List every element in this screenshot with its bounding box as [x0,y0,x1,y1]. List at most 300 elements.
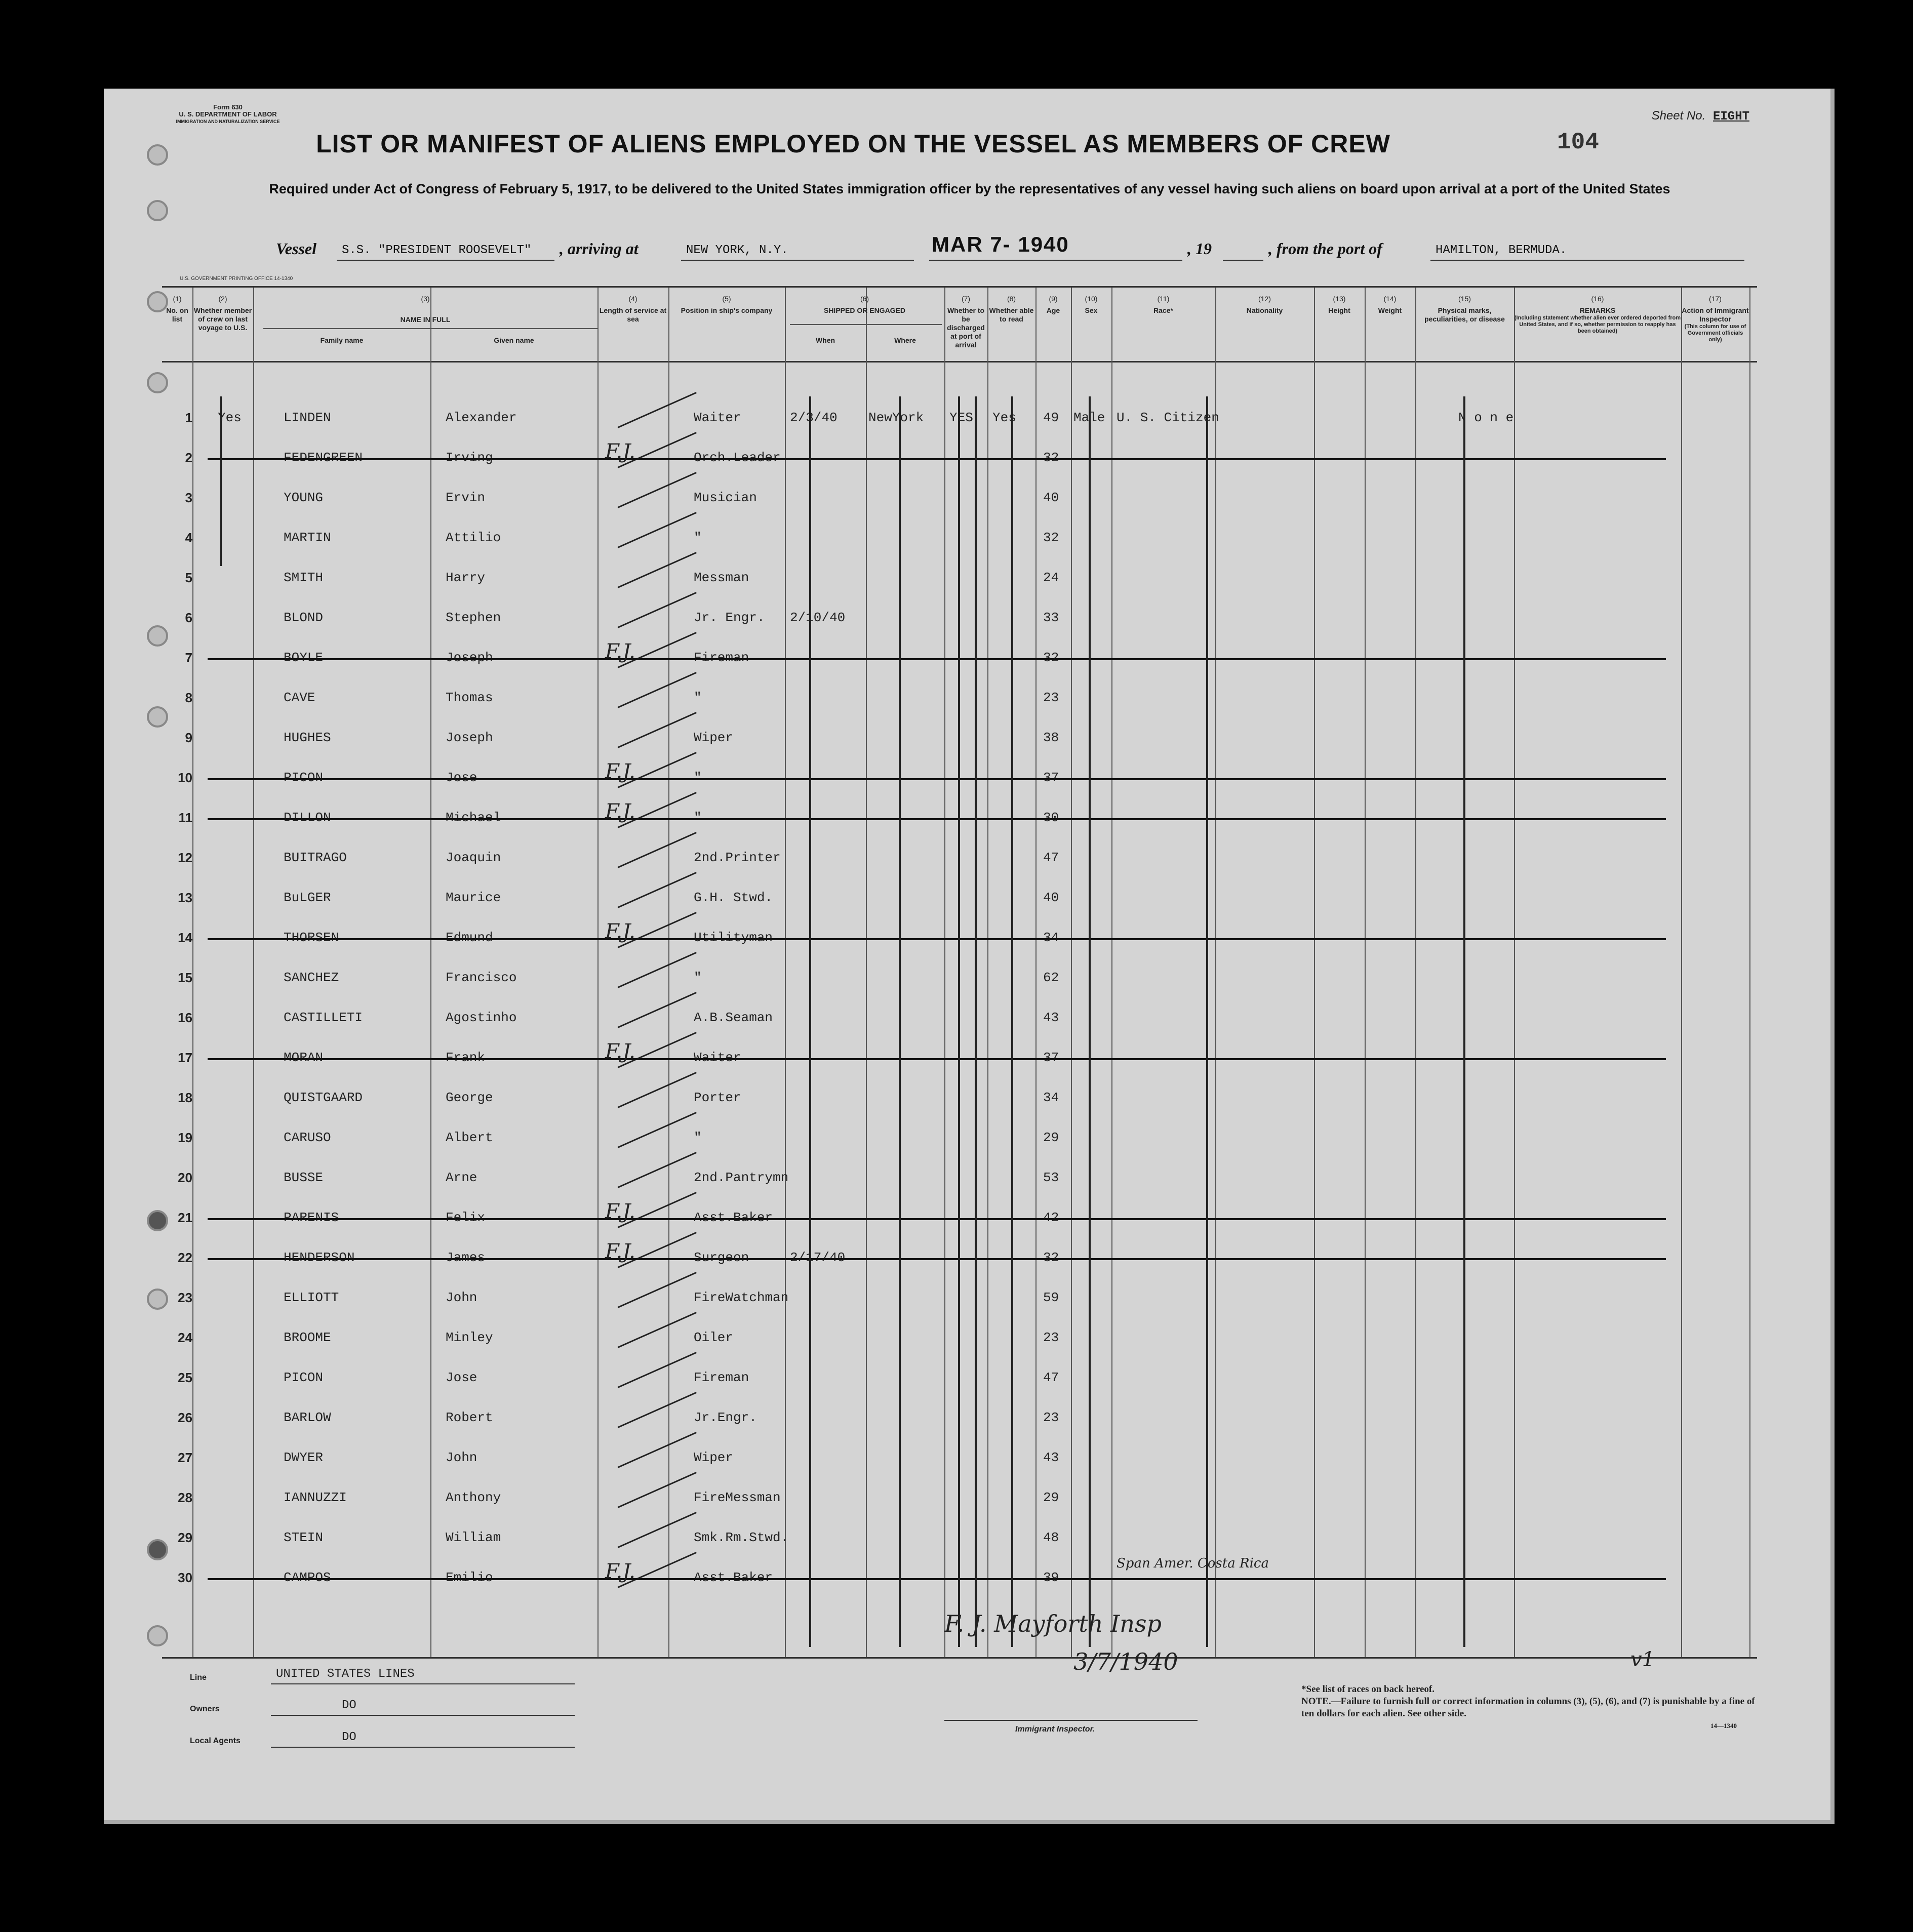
position: Messman [694,570,749,585]
header-shipped-when: When [815,336,835,344]
given-name: Francisco [446,970,517,985]
age: 24 [1043,570,1059,585]
given-name: Attilio [446,530,501,545]
service-tick-mark [617,1312,697,1348]
given-name: Joaquin [446,850,501,865]
inspector-rule [944,1720,1198,1721]
header-col-7: (7) Whether to be discharged at port of arrival [947,295,985,349]
family-name: PARENIS [284,1210,339,1225]
family-name: MORAN [284,1050,324,1065]
service-tick-mark [617,712,697,748]
age: 34 [1043,930,1059,945]
age: 34 [1043,1090,1059,1105]
ditto-line-discharged [958,396,960,1647]
family-name: BUITRAGO [284,850,347,865]
service-tick-mark [617,1112,697,1148]
family-name: BuLGER [284,890,331,905]
strike-through-line [208,1058,1666,1060]
age: 59 [1043,1290,1059,1305]
position: " [694,810,702,825]
age: 29 [1043,1490,1059,1505]
family-name: BOYLE [284,650,324,665]
ditto-line-where [899,396,901,1647]
position: " [694,770,702,785]
given-name: Minley [446,1330,493,1345]
row-number: 10 [178,770,192,785]
inspector-initials: F.J. [605,1240,635,1263]
penalty-note: NOTE.—Failure to furnish full or correct information in columns (3), (5), (6), and (7) is punishable by a fine of ten dollars for each alien. See other side. [1301,1696,1755,1719]
row-number: 25 [178,1370,192,1385]
table-row [162,1199,1749,1234]
given-name: Joseph [446,650,493,665]
age: 43 [1043,1010,1059,1025]
strike-through-line [208,818,1666,820]
table-row [162,399,1749,434]
position: Jr. Engr. [694,610,765,625]
shipped-when: 2/3/40 [790,410,838,425]
row-number: 30 [178,1570,192,1585]
header-given-name: Given name [494,336,534,344]
row-number: 29 [178,1530,192,1545]
port-rule [681,260,914,261]
line-value: UNITED STATES LINES [276,1667,415,1681]
age: 47 [1043,1370,1059,1385]
table-row [162,1039,1749,1074]
family-name: DILLON [284,810,331,825]
table-row [162,1159,1749,1194]
race: Span Amer. Costa Rica [1117,1556,1269,1571]
row-number: 5 [185,570,192,585]
family-name: BARLOW [284,1410,331,1425]
table-row [162,799,1749,834]
row-number: 9 [185,730,192,745]
table-row [162,919,1749,954]
sheet-number [1652,109,1749,124]
strike-through-line [208,458,1666,460]
family-name: YOUNG [284,490,324,505]
table-row [162,439,1749,474]
line-rule [271,1683,575,1684]
form-service: IMMIGRATION AND NATURALIZATION SERVICE [176,119,280,124]
row-number: 18 [178,1090,192,1105]
table-row [162,1319,1749,1354]
header-col-15: (15) Physical marks, peculiarities, or disease [1424,295,1505,323]
position: Orch.Leader [694,450,781,465]
ditto-line-when [809,396,811,1647]
row-number: 3 [185,490,192,505]
discharged: YES [949,410,973,425]
age: 53 [1043,1170,1059,1185]
table-row [162,519,1749,554]
given-name: Agostinho [446,1010,517,1025]
table-row [162,1399,1749,1434]
family-name: CAVE [284,690,315,705]
header-col-16: (16) REMARKS (Including statement whether alien ever ordered deported from United States, and if so, whether permission to reapply has been obtained) [1514,295,1681,334]
inspector-initials: F.J. [605,1200,635,1223]
given-name: Ervin [446,490,486,505]
position: " [694,690,702,705]
given-name: Jose [446,770,477,785]
position: Porter [694,1090,741,1105]
position: G.H. Stwd. [694,890,773,905]
family-name: HUGHES [284,730,331,745]
given-name: James [446,1250,486,1265]
given-name: Maurice [446,890,501,905]
race-note: *See list of races on back hereof. [1301,1684,1434,1695]
table-row [162,1239,1749,1274]
service-tick-mark [617,1512,697,1548]
owners-rule [271,1715,575,1716]
printer-note: U.S. GOVERNMENT PRINTING OFFICE 14-1340 [180,276,293,281]
service-tick-mark [617,552,697,588]
given-name: Stephen [446,610,501,625]
family-name: THORSEN [284,930,339,945]
position: Oiler [694,1330,734,1345]
given-name: Harry [446,570,486,585]
given-name: William [446,1530,501,1545]
name-header-rule [263,328,597,329]
position: FireWatchman [694,1290,789,1305]
age: 37 [1043,1050,1059,1065]
age: 42 [1043,1210,1059,1225]
family-name: BLOND [284,610,324,625]
position: FireMessman [694,1490,781,1505]
owners-value: DO [342,1699,356,1712]
header-col-11: (11) Race* [1153,295,1173,314]
age: 32 [1043,450,1059,465]
position: Smk.Rm.Stwd. [694,1530,789,1545]
service-tick-mark [617,992,697,1028]
position: Fireman [694,650,749,665]
row-number: 8 [185,690,192,705]
col-divider [1749,288,1750,1657]
year-rule [1223,260,1263,261]
ditto-line-discharged-2 [975,396,977,1647]
header-col-6: (6) SHIPPED OR ENGAGED [823,295,906,314]
given-name: Alexander [446,410,517,425]
table-row [162,719,1749,754]
physical-marks: N o n e [1458,410,1514,425]
given-name: George [446,1090,493,1105]
year-label: , 19 [1187,239,1212,258]
row-number: 2 [185,450,192,465]
row-number: 16 [178,1010,192,1025]
given-name: Frank [446,1050,486,1065]
age: 47 [1043,850,1059,865]
header-col-5: (5) Position in ship's company [681,295,773,314]
family-name: SMITH [284,570,324,585]
row-number: 14 [178,930,192,945]
age: 49 [1043,410,1059,425]
family-name: PICON [284,770,324,785]
able-to-read: Yes [992,410,1016,425]
table-row [162,1359,1749,1394]
header-shipped-where: Where [894,336,916,344]
inspector-initials: F.J. [605,1560,635,1583]
family-name: CAMPOS [284,1570,331,1585]
table-row [162,1119,1749,1154]
binder-hole-icon [147,200,168,221]
header-col-2: (2) Whether member of crew on last voyage to U.S. [193,295,252,332]
arrival-port: NEW YORK, N.Y. [686,244,788,257]
family-name: SANCHEZ [284,970,339,985]
position: Waiter [694,1050,741,1065]
page-subtitle: Required under Act of Congress of February 5, 1917, to be delivered to the United States immigration officer by the representatives of any vessel having such aliens on board upon arrival at a port of the United States [269,181,1670,196]
given-name: Emilio [446,1570,493,1585]
strike-through-line [208,1258,1666,1260]
family-name: CASTILLETI [284,1010,363,1025]
table-row [162,1439,1749,1474]
given-name: Michael [446,810,501,825]
service-tick-mark [617,392,697,428]
vessel-label: Vessel [276,239,316,258]
row-number: 17 [178,1050,192,1065]
vessel-name: S.S. "PRESIDENT ROOSEVELT" [342,244,532,257]
table-row [162,1556,1749,1594]
service-tick-mark [617,1152,697,1188]
table-row [162,959,1749,994]
family-name: DWYER [284,1450,324,1465]
family-name: ELLIOTT [284,1290,339,1305]
service-tick-mark [617,1432,697,1468]
age: 43 [1043,1450,1059,1465]
header-family-name: Family name [320,336,364,344]
age: 39 [1043,1570,1059,1585]
race: U. S. Citizen [1117,410,1219,425]
row-number: 24 [178,1330,192,1345]
position: Fireman [694,1370,749,1385]
given-name: Albert [446,1130,493,1145]
row-number: 1 [185,410,192,425]
age: 40 [1043,890,1059,905]
age: 40 [1043,490,1059,505]
from-rule [1430,260,1744,261]
arrival-date-stamp: MAR 7- 1940 [932,232,1069,256]
shipped-where: NewYork [868,410,924,425]
table-row [162,999,1749,1034]
header-col-1: (1) No. on list [166,295,188,323]
header-col-4: (4) Length of service at sea [599,295,667,323]
row-number: 13 [178,890,192,905]
age: 32 [1043,1250,1059,1265]
header-rule [162,361,1757,363]
strike-through-line [208,1578,1666,1580]
header-col-3: (3) NAME IN FULL [400,295,451,324]
position: " [694,970,702,985]
family-name: BROOME [284,1330,331,1345]
row-number: 23 [178,1290,192,1305]
age: 23 [1043,1410,1059,1425]
header-col-12: (12) Nationality [1246,295,1283,314]
given-name: Jose [446,1370,477,1385]
service-tick-mark [617,592,697,628]
family-name: HENDERSON [284,1250,355,1265]
strike-through-line [208,938,1666,940]
row-number: 21 [178,1210,192,1225]
row-number: 11 [178,810,192,825]
header-col-13: (13) Height [1328,295,1350,314]
given-name: Irving [446,450,493,465]
shipped-when: 2/10/40 [790,610,846,625]
inspector-initials: F.J. [605,1040,635,1063]
page-stamp-number: 104 [1557,129,1599,155]
manifest-sheet [104,89,1835,1824]
vessel-line [276,232,1744,262]
service-tick-mark [617,1472,697,1508]
service-tick-mark [617,1392,697,1428]
service-tick-mark [617,472,697,508]
table-row [162,559,1749,594]
row-number: 12 [178,850,192,865]
from-port: HAMILTON, BERMUDA. [1436,244,1567,257]
header-col-17: (17) Action of Immigrant Inspector (This column for use of Government officials only) [1682,295,1749,343]
family-name: LINDEN [284,410,331,425]
table-row [162,879,1749,914]
header-col-10: (10) Sex [1085,295,1098,314]
position: 2nd.Printer [694,850,781,865]
inspector-signature: F. J. Mayforth Insp [944,1610,1162,1637]
inspector-initials: F.J. [605,440,635,463]
table-row [162,639,1749,674]
corner-check-mark: v1 [1630,1648,1655,1671]
family-name: QUISTGAARD [284,1090,363,1105]
ditto-line-member [220,396,222,566]
line-field: Line [190,1673,207,1682]
sheet-number-label: Sheet No. [1651,109,1706,123]
inspector-initials: F.J. [605,640,635,663]
position: 2nd.Pantrymn [694,1170,789,1185]
service-tick-mark [617,1072,697,1108]
form-identifier [162,104,294,125]
position: Utilityman [694,930,773,945]
inspector-initials: F.J. [605,760,635,783]
family-name: PICON [284,1370,324,1385]
family-name: CARUSO [284,1130,331,1145]
strike-through-line [208,1218,1666,1220]
sex: Male [1073,410,1105,425]
table-row [162,679,1749,714]
ditto-line-read [1011,396,1013,1647]
ditto-line-marks [1463,396,1465,1647]
position: Musician [694,490,757,505]
position: " [694,1130,702,1145]
inspector-label: Immigrant Inspector. [1015,1725,1095,1734]
age: 32 [1043,650,1059,665]
row-number: 6 [185,610,192,625]
table-row [162,1279,1749,1314]
family-name: STEIN [284,1530,324,1545]
arriving-label: , arriving at [560,239,639,258]
age: 33 [1043,610,1059,625]
from-port-label: , from the port of [1268,239,1382,258]
row-number: 26 [178,1410,192,1425]
given-name: Thomas [446,690,493,705]
ditto-line-sex [1089,396,1091,1647]
given-name: Arne [446,1170,477,1185]
age: 62 [1043,970,1059,985]
ditto-line-race [1206,396,1208,1647]
service-tick-mark [617,952,697,988]
service-tick-mark [617,1352,697,1388]
row-number: 22 [178,1250,192,1265]
age: 37 [1043,770,1059,785]
age: 29 [1043,1130,1059,1145]
position: A.B.Seaman [694,1010,773,1025]
service-tick-mark [617,1272,697,1308]
strike-through-line [208,778,1666,780]
position: Asst.Baker [694,1210,773,1225]
age: 30 [1043,810,1059,825]
family-name: MARTIN [284,530,331,545]
family-name: BUSSE [284,1170,324,1185]
agents-field: Local Agents [190,1737,241,1745]
given-name: Edmund [446,930,493,945]
given-name: Anthony [446,1490,501,1505]
family-name: FEDENGREEN [284,450,363,465]
header-col-8: (8) Whether able to read [989,295,1034,323]
position: Asst.Baker [694,1570,773,1585]
position: Jr.Engr. [694,1410,757,1425]
form-department: U. S. DEPARTMENT OF LABOR [179,110,277,118]
table-row [162,1079,1749,1114]
given-name: Joseph [446,730,493,745]
header-col-9: (9) Age [1046,295,1060,314]
sheet-number-value: EIGHT [1712,110,1749,124]
signature-date: 3/7/1940 [1073,1648,1178,1675]
row-number: 4 [185,530,192,545]
age: 23 [1043,1330,1059,1345]
table-row [162,1479,1749,1514]
position: " [694,530,702,545]
agents-value: DO [342,1730,356,1744]
row-number: 15 [178,970,192,985]
position: Waiter [694,410,741,425]
vessel-rule [337,260,554,261]
inspector-initials: F.J. [605,920,635,943]
given-name: John [446,1450,477,1465]
table-row [162,479,1749,514]
service-tick-mark [617,672,697,708]
position: Wiper [694,730,734,745]
owners-field: Owners [190,1705,220,1713]
given-name: Felix [446,1210,486,1225]
inspector-initials: F.J. [605,800,635,823]
shipped-header-rule [790,324,942,325]
given-name: Robert [446,1410,493,1425]
service-tick-mark [617,872,697,908]
form-code: 14—1340 [1710,1722,1737,1729]
header-col-14: (14) Weight [1378,295,1402,314]
age: 23 [1043,690,1059,705]
agents-rule [271,1747,575,1748]
position: Surgeon [694,1250,749,1265]
page-title: LIST OR MANIFEST OF ALIENS EMPLOYED ON THE VESSEL AS MEMBERS OF CREW [316,130,1390,158]
row-number: 20 [178,1170,192,1185]
row-number: 27 [178,1450,192,1465]
row-number: 19 [178,1130,192,1145]
strike-through-line [208,658,1666,660]
position: Wiper [694,1450,734,1465]
shipped-when: 2/17/40 [790,1250,846,1265]
row-number: 28 [178,1490,192,1505]
member-last-voyage: Yes [218,410,242,425]
date-rule [929,260,1182,261]
family-name: IANNUZZI [284,1490,347,1505]
age: 32 [1043,530,1059,545]
service-tick-mark [617,832,697,868]
footer-notes [1301,1683,1757,1732]
table-row [162,839,1749,874]
